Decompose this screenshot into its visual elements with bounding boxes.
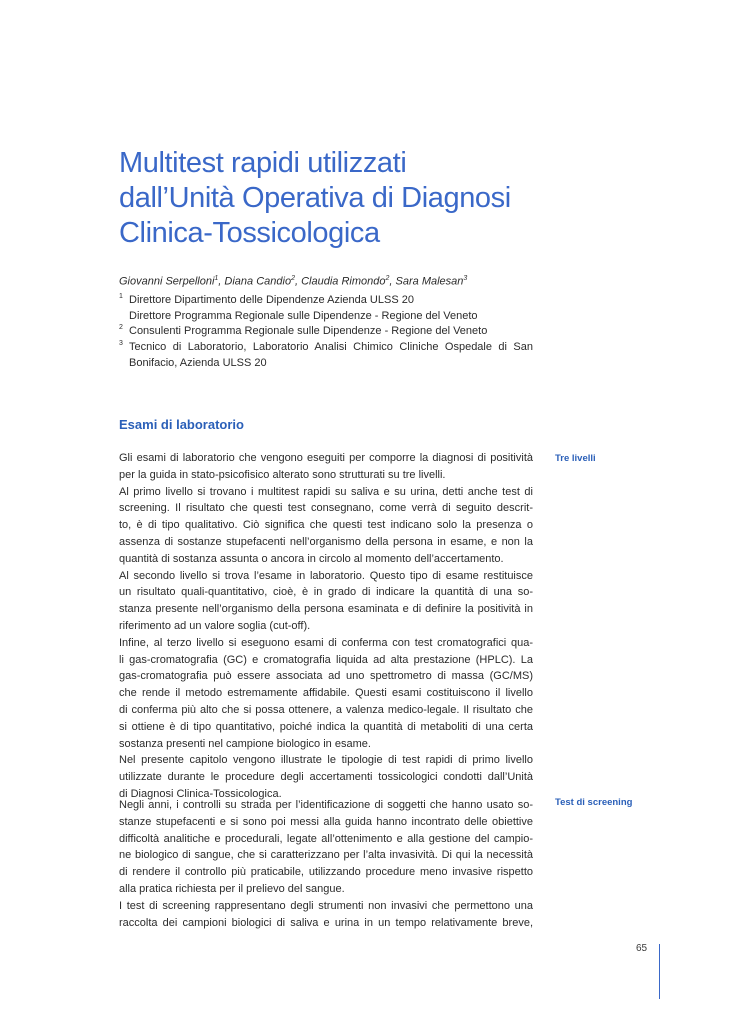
title-line: Multitest rapidi utilizzati	[119, 147, 407, 179]
affiliation-number: 3	[119, 340, 123, 347]
page-number: 65	[636, 943, 648, 954]
affiliation-number: 2	[119, 324, 123, 331]
text-line: quantità di sostanza assunta o ancora in circolo al momento dell’accertamento.	[119, 552, 504, 565]
text-line: difficoltà analitiche e procedurali, legate all’ottenimento e alla gestione del campio-	[119, 832, 533, 845]
margin-note: Tre livelli	[555, 453, 596, 464]
text-line: riferimento ad un valore soglia (cut-off).	[119, 619, 311, 632]
text-line: Infine, al terzo livello si eseguono esami di conferma con test cromatografici qua-	[119, 636, 533, 649]
text-line: di Diagnosi Clinica-Tossicologica.	[119, 787, 282, 800]
text-line: screening. Il risultato che questi test consegnano, come verrà di seguito descrit-	[119, 502, 533, 515]
affiliation	[119, 339, 533, 371]
text-line: Gli esami di laboratorio che vengono eseguiti per comporre la diagnosi di positività	[119, 452, 533, 464]
affiliation-number: 1	[119, 293, 123, 300]
text-line: raccolta dei campioni biologici di saliva e urina in un tempo relativamente breve,	[119, 916, 533, 929]
author-affiliation-ref: 3	[463, 275, 468, 282]
author-name: Diana Candio	[224, 275, 292, 288]
text-line: ne biologico di sangue, che si caratterizzano per l’alta invasività. Di qui la necessità	[119, 849, 533, 862]
body-paragraph	[119, 797, 533, 931]
affiliation-line: Direttore Programma Regionale sulle Dipendenze - Regione del Veneto	[129, 310, 478, 322]
affiliation	[119, 292, 533, 324]
text-line: alla pratica richiesta per il prelievo del sangue.	[119, 882, 345, 895]
text-line: che rende il metodo estremamente affidabile. Questi esami costituiscono il livello	[119, 687, 533, 700]
text-line: si ottiene è di tipo quantitativo, poiché indica la quantità di metaboliti di una certa	[119, 720, 533, 733]
margin-note: Test di screening	[555, 797, 633, 808]
text-line: utilizzate durante le procedure degli accertamenti tossicologici condotti dall’Unità	[119, 771, 533, 784]
author-affiliation-ref: 2	[385, 275, 390, 282]
author-affiliation-ref: 2	[291, 275, 295, 282]
text-line: Negli anni, i controlli su strada per l’identificazione di soggetti che hanno usato so-	[119, 799, 533, 811]
title-line: Clinica-Tossicologica	[119, 217, 380, 249]
text-line: assenza di sostanze stupefacenti nell’organismo della persona in esame, e non la	[119, 535, 533, 548]
text-line: per la guida in stato-psicofisico alterato sono strutturati su tre livelli.	[119, 468, 446, 481]
text-line: Al secondo livello si trova l’esame in laboratorio. Questo tipo di esame restituisce	[119, 569, 533, 582]
affiliation-line: Tecnico di Laboratorio, Laboratorio Analisi Chimico Cliniche Ospedale di San	[129, 341, 533, 353]
text-line: li gas-cromatografia (GC) e cromatografia liquida ad alta prestazione (HPLC). La	[119, 653, 533, 666]
text-line: sostanza presenti nel campione biologico in esame.	[119, 737, 371, 750]
text-line: to, è di tipo qualitativo. Ciò significa che questi test indicano solo la presenza o	[119, 519, 533, 532]
affiliation	[119, 323, 533, 339]
text-line: stanza presente nell’organismo della persona esaminata e di definire la positività in	[119, 603, 533, 616]
affiliation-line: Bonifacio, Azienda ULSS 20	[129, 357, 267, 369]
title-line: dall’Unità Operativa di Diagnosi	[119, 182, 511, 214]
text-line: gas-cromatografia può essere associata ad uno spettrometro di massa (GC/MS)	[119, 670, 533, 683]
author-list: Giovanni Serpelloni$^1$, Diana Candio$^2$, Claudia Rimondo$^2$, Sara Malesan$^3$	[119, 275, 468, 288]
author-affiliation-ref: 1	[214, 275, 219, 282]
author-name: Giovanni Serpelloni	[119, 275, 215, 288]
text-line: di rendere il controllo più praticabile, utilizzando procedure meno invasive rispetto	[119, 866, 533, 879]
body-paragraph	[119, 450, 533, 803]
author-name: Claudia Rimondo	[301, 275, 386, 288]
text-line: Nel presente capitolo vengono illustrate le tipologie di test rapidi di primo livello	[119, 754, 533, 767]
affiliation-line: Direttore Dipartimento delle Dipendenze Azienda ULSS 20	[129, 294, 414, 306]
page-title	[119, 146, 559, 251]
author-name: Sara Malesan	[395, 275, 464, 288]
text-line: di conferma più alto che si possa ottenere, a valenza medico-legale. Il risultato che	[119, 703, 533, 716]
page-number-rule	[659, 944, 660, 999]
text-line: un risultato quali-quantitativo, cioè, è in grado di indicare la quantità di una so-	[119, 586, 533, 599]
text-line: I test di screening rappresentano degli strumenti non invasivi che permettono una	[119, 899, 533, 912]
affiliation-line: Consulenti Programma Regionale sulle Dipendenze - Regione del Veneto	[129, 325, 488, 337]
text-line: stanze stupefacenti e si sono poi messi alla guida hanno incontrato delle obiettive	[119, 815, 533, 828]
text-line: Al primo livello si trovano i multitest rapidi su saliva e su urina, detti anche test di	[119, 485, 533, 498]
section-heading: Esami di laboratorio	[119, 417, 244, 432]
